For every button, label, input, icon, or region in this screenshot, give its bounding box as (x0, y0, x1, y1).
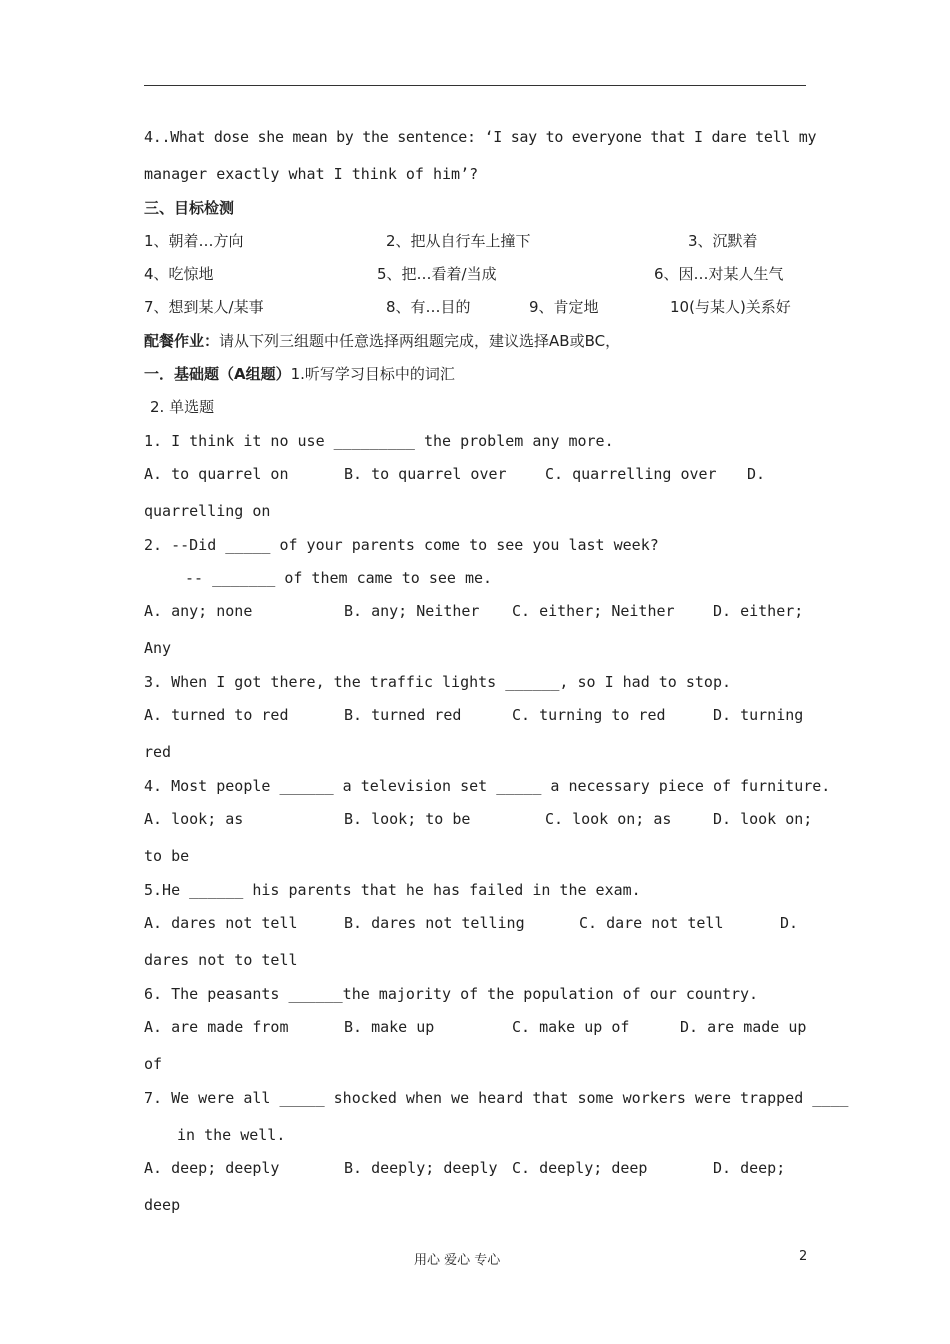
groupA-item1: 1.听写学习目标中的词汇 (290, 365, 455, 383)
q7-opt-c: C. deeply; deep (512, 1159, 648, 1177)
q7-stem2: in the well. (177, 1126, 286, 1144)
q1-opt-b: B. to quarrel over (344, 465, 507, 483)
q7-opt-b: B. deeply; deeply (344, 1159, 498, 1177)
q2-stem2: -- _______ of them came to see me. (185, 569, 493, 587)
q7-opt-a: A. deep; deeply (144, 1159, 280, 1177)
q1-opt-c: C. quarrelling over (545, 465, 717, 483)
section3-title: 三、目标检测 (144, 199, 235, 217)
q6-stem: 6. The peasants ______the majority of the population of our country. (144, 985, 759, 1003)
goal-5: 5、把…看着/当成 (377, 265, 497, 283)
homework-label: 配餐作业： (144, 332, 220, 350)
goal-4: 4、吃惊地 (144, 265, 214, 283)
goal-10: 10(与某人)关系好 (670, 298, 791, 316)
homework-text: 请从下列三组题中任意选择两组题完成，建议选择AB或BC， (219, 332, 621, 350)
q7-stem: 7. We were all _____ shocked when we heard that some workers were trapped ____ (144, 1089, 849, 1107)
groupA-item2: 2. 单选题 (150, 398, 215, 416)
q1-cont: quarrelling on (144, 502, 271, 520)
q5-opt-d: D. (780, 914, 799, 932)
q5-opt-c: C. dare not tell (579, 914, 724, 932)
goal-6: 6、因…对某人生气 (654, 265, 784, 283)
q2-opt-b: B. any; Neither (344, 602, 480, 620)
q3-opt-b: B. turned red (344, 706, 462, 724)
q1-stem: 1. I think it no use _________ the problem any more. (144, 432, 614, 450)
q4-line1-text: 4..What dose she mean by the sentence: ‘I say to everyone that I dare tell my (144, 128, 817, 146)
q4-line2: manager exactly what I think of him’? (144, 165, 479, 183)
groupA-title: 一．基础题（A组题） (144, 365, 291, 383)
q2-stem: 2. --Did _____ of your parents come to see you last week? (144, 536, 659, 554)
q3-opt-d: D. turning (713, 706, 804, 724)
q2-opt-a: A. any; none (144, 602, 253, 620)
q5-cont: dares not to tell (144, 951, 298, 969)
goal-8: 8、有…目的 (386, 298, 471, 316)
q4b-cont: to be (144, 847, 190, 865)
q3-opt-c: C. turning to red (512, 706, 666, 724)
q5-opt-b: B. dares not telling (344, 914, 525, 932)
q5-stem: 5.He ______ his parents that he has failed in the exam. (144, 881, 641, 899)
q7-cont: deep (144, 1196, 181, 1214)
goal-7: 7、想到某人/某事 (144, 298, 264, 316)
q3-opt-a: A. turned to red (144, 706, 289, 724)
q6-opt-b: B. make up (344, 1018, 435, 1036)
q3-cont: red (144, 743, 172, 761)
header-rule (144, 85, 806, 86)
goal-9: 9、肯定地 (529, 298, 599, 316)
q7-opt-d: D. deep; (713, 1159, 786, 1177)
q4b-opt-a: A. look; as (144, 810, 244, 828)
q6-opt-a: A. are made from (144, 1018, 289, 1036)
q6-opt-c: C. make up of (512, 1018, 630, 1036)
q4b-opt-c: C. look on; as (545, 810, 672, 828)
q5-opt-a: A. dares not tell (144, 914, 298, 932)
q3-stem: 3. When I got there, the traffic lights ______, so I had to stop. (144, 673, 731, 691)
q4b-opt-d: D. look on; (713, 810, 813, 828)
q2-cont: Any (144, 639, 172, 657)
q4-line1 (144, 127, 817, 147)
q1-opt-a: A. to quarrel on (144, 465, 289, 483)
q2-opt-d: D. either; (713, 602, 804, 620)
goal-1: 1、朝着…方向 (144, 232, 244, 250)
goal-2: 2、把从自行车上撞下 (386, 232, 531, 250)
q6-cont: of (144, 1055, 163, 1073)
page-number: 2 (799, 1249, 808, 1264)
groupA-line (144, 364, 806, 384)
q6-opt-d: D. are made up (680, 1018, 807, 1036)
q4b-opt-b: B. look; to be (344, 810, 471, 828)
goal-3: 3、沉默着 (688, 232, 758, 250)
homework-line (144, 331, 806, 351)
q1-opt-d: D. (747, 465, 766, 483)
footer-text: 用心 爱心 专心 (414, 1253, 501, 1268)
q4b-stem: 4. Most people ______ a television set _____ a necessary piece of furniture. (144, 777, 831, 795)
q2-opt-c: C. either; Neither (512, 602, 675, 620)
